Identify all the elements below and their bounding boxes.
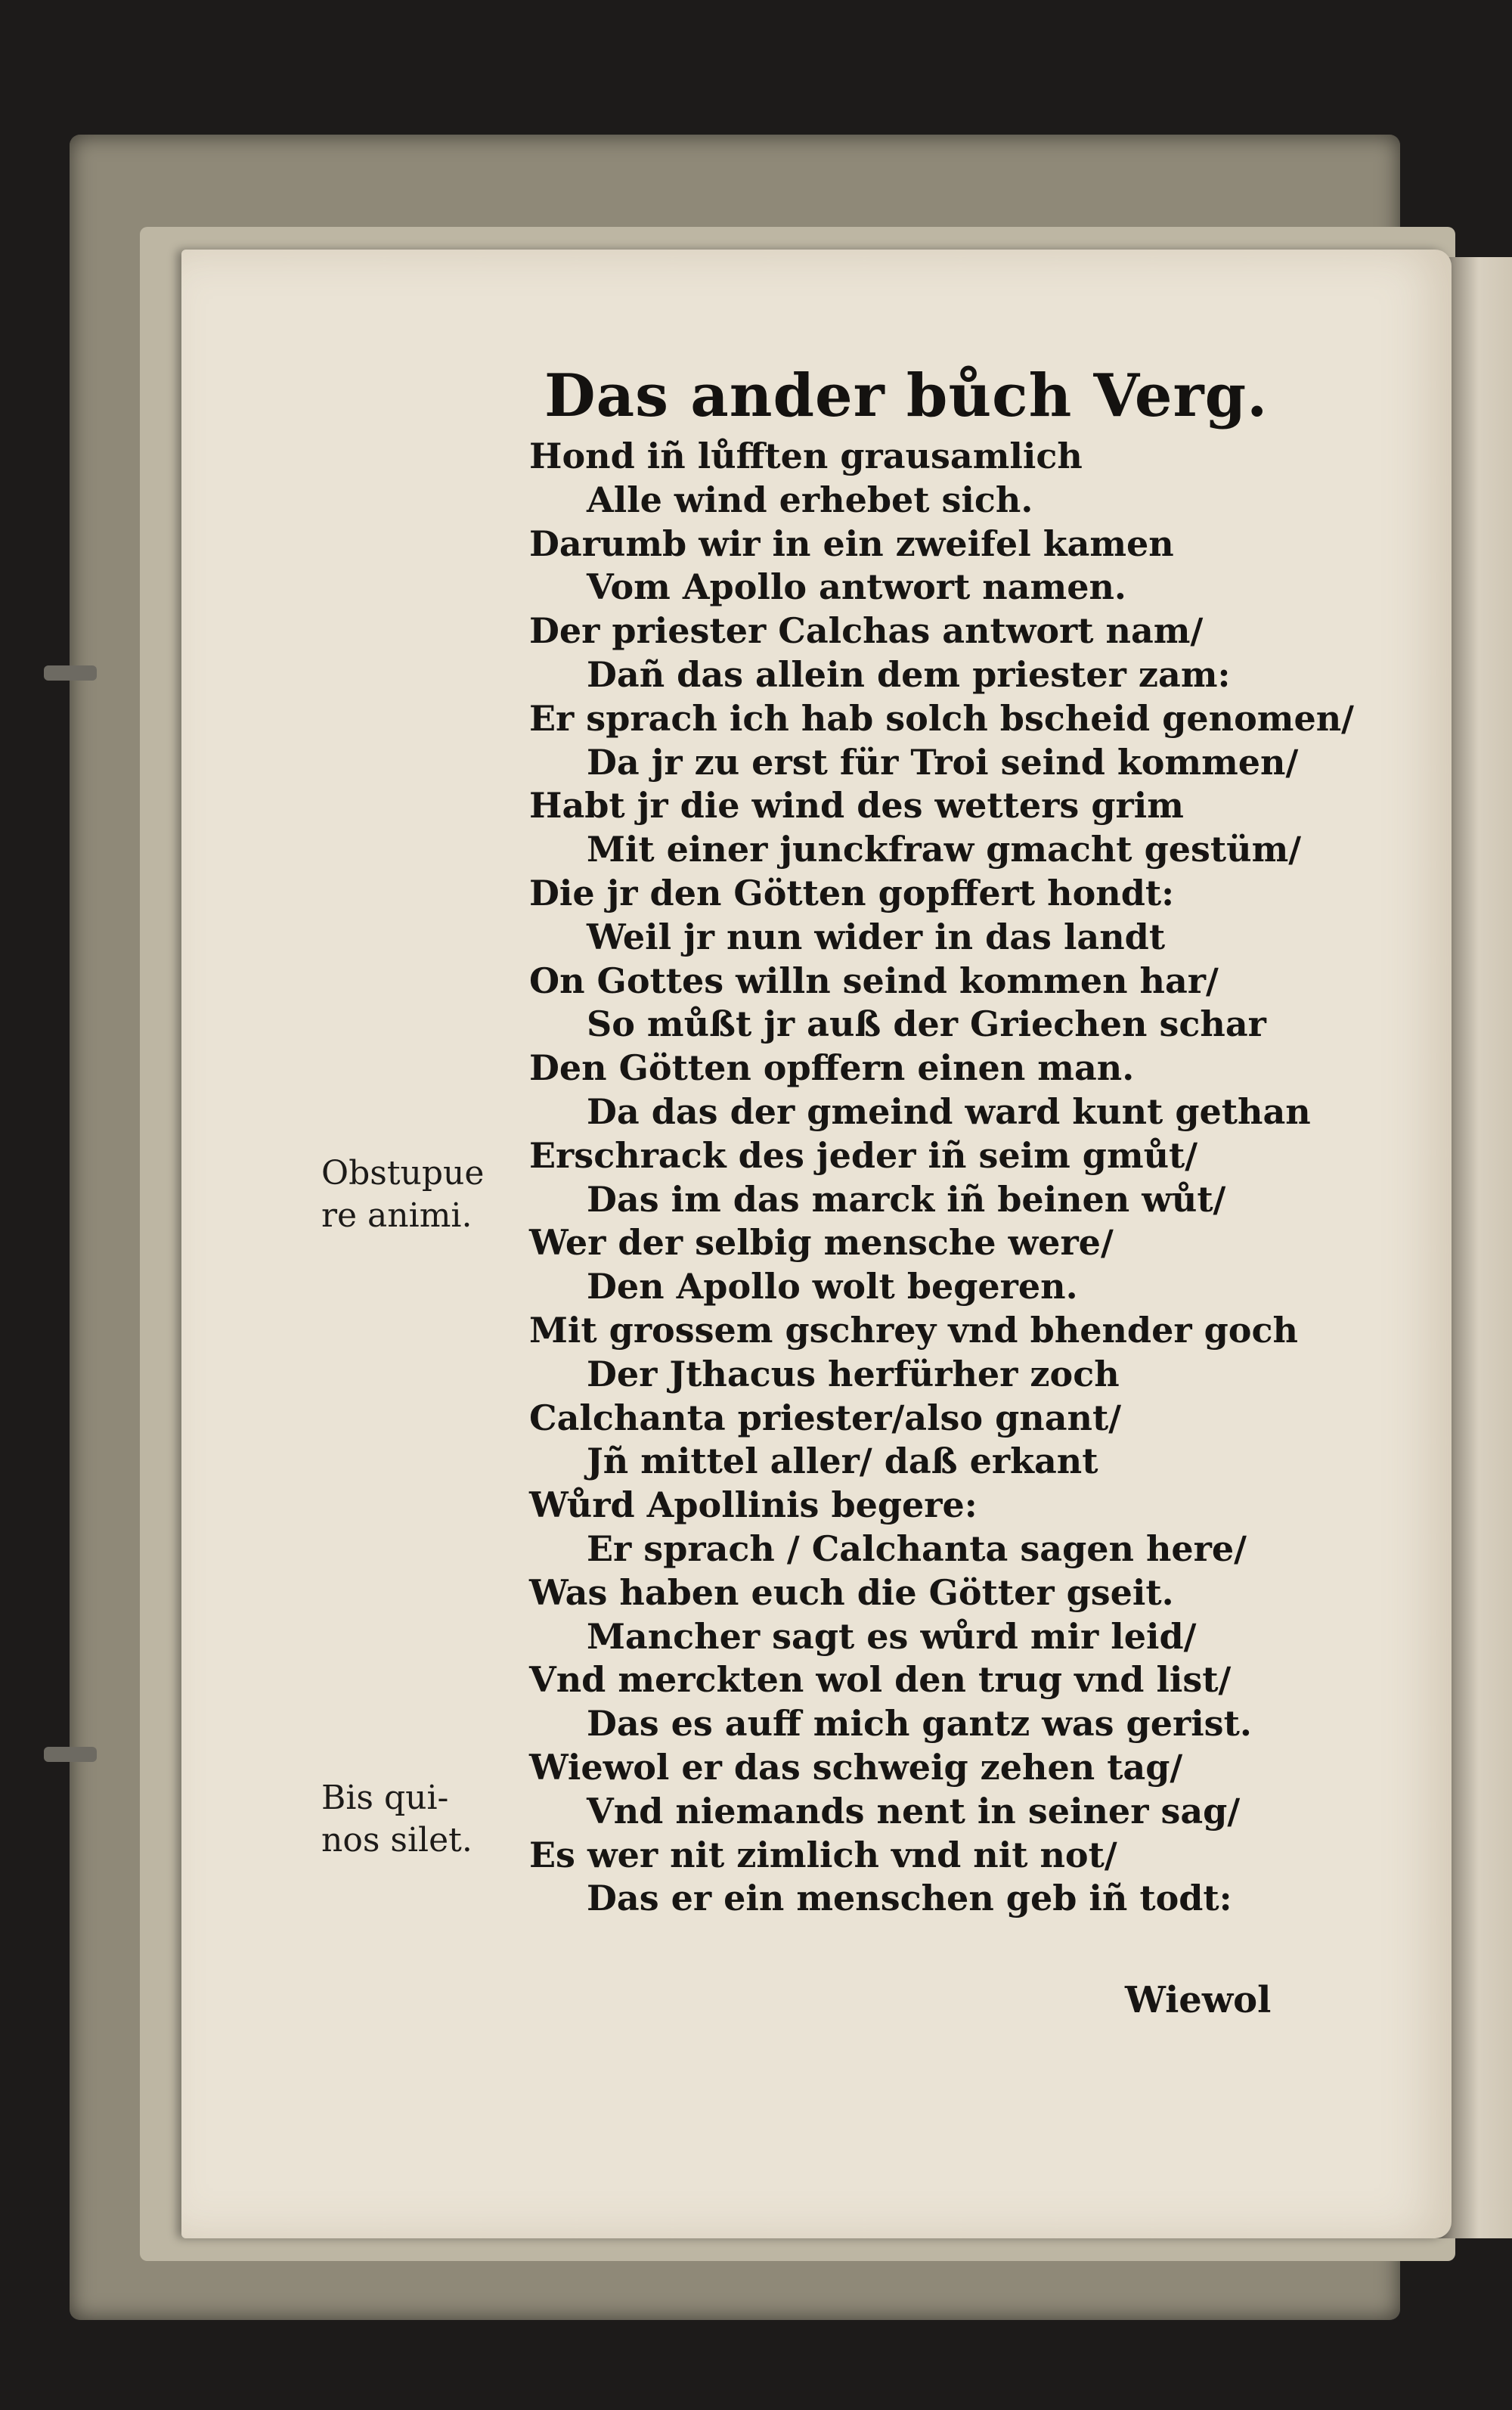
verse-line: Was haben euch die Götter gseit.	[529, 1571, 1174, 1613]
catchword: Wiewol	[1125, 1979, 1272, 2021]
running-head: Das ander bůch Verg.	[544, 361, 1269, 430]
verse-line: Vnd merckten wol den trug vnd list/	[529, 1659, 1232, 1701]
verse-line: So můßt jr auß der Griechen schar	[587, 1003, 1266, 1045]
verse-line: Wer der selbig mensche were/	[529, 1222, 1114, 1264]
verse-line: Alle wind erhebet sich.	[587, 479, 1033, 520]
verse-line: Das es auff mich gantz was gerist.	[587, 1703, 1252, 1745]
verse-line: Da das der gmeind ward kunt gethan	[587, 1090, 1311, 1132]
verse-line: Er sprach ich hab solch bscheid genomen/	[529, 697, 1354, 739]
marginal-note-2-line1: Bis qui-	[321, 1779, 449, 1817]
verse-line: Darumb wir in ein zweifel kamen	[529, 523, 1174, 564]
verse-line: Calchanta priester/also gnant/	[529, 1397, 1122, 1438]
marginal-note-1	[321, 1152, 525, 1237]
verse-line: Vom Apollo antwort namen.	[587, 566, 1126, 608]
verse-line: Mit einer junckfraw gmacht gestüm/	[587, 829, 1302, 870]
verse-line: Da jr zu erst für Troi seind kommen/	[587, 741, 1299, 783]
clasp-top	[44, 665, 97, 681]
verse-line: Wůrd Apollinis begere:	[529, 1484, 978, 1526]
verse-line: Er sprach / Calchanta sagen here/	[587, 1528, 1247, 1569]
verse-line: Mit grossem gschrey vnd bhender goch	[529, 1309, 1298, 1351]
marginal-note-1-line1: Obstupue	[321, 1154, 485, 1193]
verse-line: Mancher sagt es wůrd mir leid/	[587, 1615, 1197, 1657]
verse-line: Dañ das allein dem priester zam:	[587, 653, 1231, 695]
verse-line: Den Apollo wolt begeren.	[587, 1266, 1078, 1307]
verse-line: On Gottes willn seind kommen har/	[529, 960, 1219, 1001]
verse-line: Das im das marck iñ beinen wůt/	[587, 1178, 1226, 1220]
verse-line: Es wer nit zimlich vnd nit not/	[529, 1834, 1117, 1875]
verse-line: Der Jthacus herfürher zoch	[587, 1353, 1120, 1394]
verse-line: Vnd niemands nent in seiner sag/	[587, 1790, 1241, 1832]
verse-line: Das er ein menschen geb iñ todt:	[587, 1878, 1232, 1919]
verse-line: Wiewol er das schweig zehen tag/	[529, 1746, 1183, 1788]
verse-line: Den Götten opffern einen man.	[529, 1047, 1135, 1089]
verse-line: Jñ mittel aller/ daß erkant	[587, 1441, 1098, 1482]
verse-line: Der priester Calchas antwort nam/	[529, 610, 1204, 652]
marginal-note-1-line2: re animi.	[321, 1196, 472, 1235]
verse-line: Die jr den Götten gopffert hondt:	[529, 872, 1175, 913]
marginal-note-2-line2: nos silet.	[321, 1821, 472, 1859]
clasp-bottom	[44, 1747, 97, 1762]
verse-line: Hond iñ lůfften grausamlich	[529, 436, 1083, 476]
verse-line: Habt jr die wind des wetters grim	[529, 785, 1184, 827]
verse-line: Weil jr nun wider in das landt	[587, 916, 1166, 957]
verse-line: Erschrack des jeder iñ seim gmůt/	[529, 1134, 1198, 1176]
verse-text-block	[529, 435, 1354, 1921]
marginal-note-2	[321, 1777, 525, 1862]
